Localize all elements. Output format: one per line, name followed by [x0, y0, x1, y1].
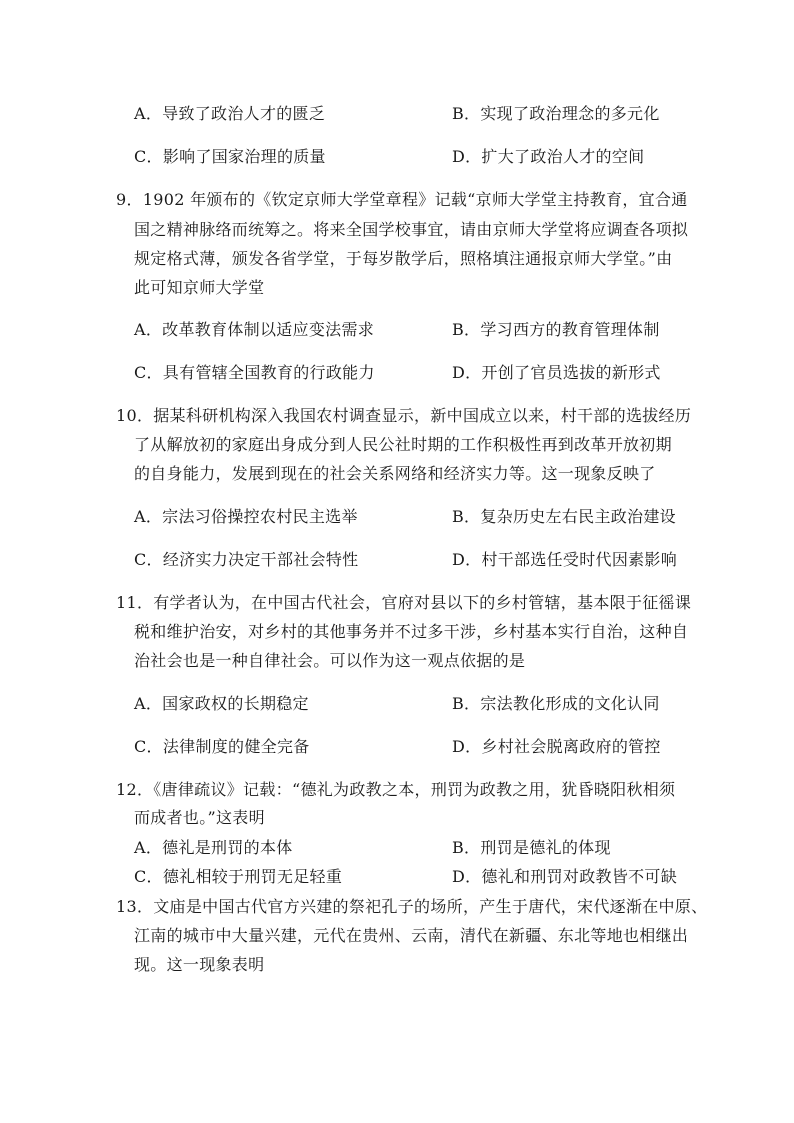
q9-stem-line-4: 此可知京师大学堂: [134, 278, 265, 297]
q10-stem-line-3: 的自身能力，发展到现在的社会关系网络和经济实力等。这一现象反映了: [134, 464, 656, 483]
q10-option-a: A．宗法习俗操控农村民主选举: [134, 507, 358, 526]
q8-option-a: A．导致了政治人才的匮乏: [134, 104, 326, 123]
q11-stem-line-3: 治社会也是一种自律社会。可以作为这一观点依据的是: [134, 651, 526, 670]
q11-option-c: C．法律制度的健全完备: [134, 737, 310, 756]
q11-option-a: A．国家政权的长期稳定: [134, 694, 309, 713]
q12-stem-line-2: 而成者也。”这表明: [134, 808, 265, 827]
q12-option-b: B．刑罚是德礼的体现: [452, 838, 611, 857]
q13-stem-line-1: 13．文庙是中国古代官方兴建的祭祀孔子的场所，产生于唐代，宋代逐渐在中原、: [116, 897, 708, 916]
q9-option-d: D．开创了官员选拔的新形式: [452, 363, 661, 382]
q10-option-b: B．复杂历史左右民主政治建设: [452, 507, 676, 526]
q12-option-a: A．德礼是刑罚的本体: [134, 838, 293, 857]
q10-option-d: D．村干部选任受时代因素影响: [452, 550, 678, 569]
q9-stem-line-3: 规定格式薄，颁发各省学堂，于每岁散学后，照格填注通报京师大学堂。”由: [134, 249, 673, 268]
q9-option-a: A．改革教育体制以适应变法需求: [134, 320, 375, 339]
q12-stem-line-1: 12．《唐律疏议》记载：“德礼为政教之本，刑罚为政教之用，犹昏晓阳秋相须: [116, 780, 676, 799]
q9-stem-line-1: 9．1902 年颁布的《钦定京师大学堂章程》记载“京师大学堂主持教育，宜合通: [116, 190, 688, 209]
q12-option-c: C．德礼相较于刑罚无足轻重: [134, 867, 343, 886]
q13-stem-line-3: 现。这一现象表明: [134, 955, 265, 974]
q8-option-d: D．扩大了政治人才的空间: [452, 147, 645, 166]
q11-option-b: B．宗法教化形成的文化认同: [452, 694, 660, 713]
q9-option-b: B．学习西方的教育管理体制: [452, 320, 660, 339]
q8-option-b: B．实现了政治理念的多元化: [452, 104, 660, 123]
q11-option-d: D．乡村社会脱离政府的管控: [452, 737, 661, 756]
q13-stem-line-2: 江南的城市中大量兴建，元代在贵州、云南，清代在新疆、东北等地也相继出: [134, 926, 689, 945]
q9-option-c: C．具有管辖全国教育的行政能力: [134, 363, 375, 382]
q8-option-c: C．影响了国家治理的质量: [134, 147, 326, 166]
q11-stem-line-2: 税和维护治安，对乡村的其他事务并不过多干涉，乡村基本实行自治，这种自: [134, 622, 689, 641]
q12-option-d: D．德礼和刑罚对政教皆不可缺: [452, 867, 678, 886]
q11-stem-line-1: 11．有学者认为，在中国古代社会，官府对县以下的乡村管辖，基本限于征徭课: [116, 593, 692, 612]
q10-stem-line-2: 了从解放初的家庭出身成分到人民公社时期的工作积极性再到改革开放初期: [134, 435, 672, 454]
q10-stem-line-1: 10．据某科研机构深入我国农村调查显示，新中国成立以来，村干部的选拔经历: [116, 406, 692, 425]
q10-option-c: C．经济实力决定干部社会特性: [134, 550, 359, 569]
q9-stem-line-2: 国之精神脉络而统筹之。将来全国学校事宜，请由京师大学堂将应调查各项拟: [134, 220, 689, 239]
